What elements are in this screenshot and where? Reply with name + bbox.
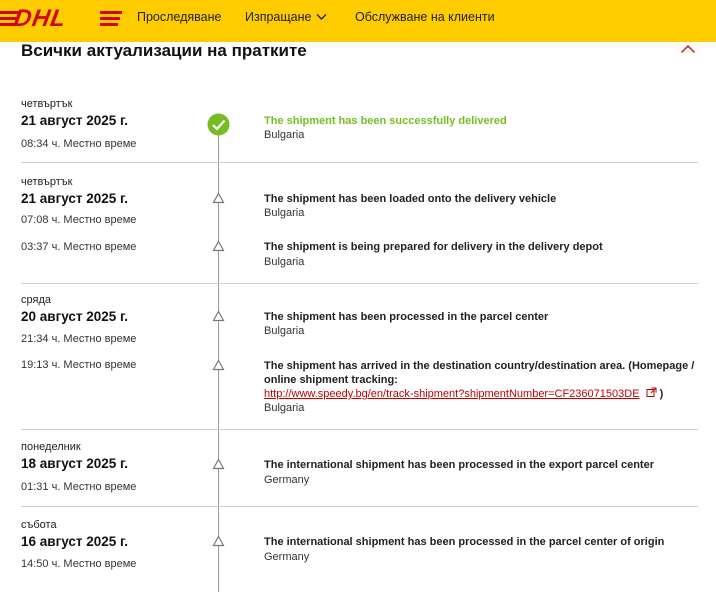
event-title: The shipment has been processed in the parcel center: [264, 311, 549, 323]
chevron-up-icon[interactable]: [680, 44, 696, 54]
nav-tracking[interactable]: Проследяване: [137, 10, 222, 24]
event-day: събота: [21, 519, 57, 531]
event-time: 21:34 ч. Местно време: [21, 333, 137, 345]
event-title: The international shipment has been processed in the export parcel center: [264, 459, 654, 471]
event-time: 19:13 ч. Местно време: [21, 359, 137, 371]
tracking-link[interactable]: http://www.speedy.bg/en/track-shipment?shipmentNumber=CF236071503DE: [264, 388, 640, 400]
event-date: 18 август 2025 г.: [21, 456, 129, 471]
event-title-line: online shipment tracking:: [264, 374, 398, 386]
event-location: Bulgaria: [264, 402, 305, 414]
event-time: 07:08 ч. Местно време: [21, 214, 137, 226]
event-date: 16 август 2025 г.: [21, 534, 129, 549]
event-location: Bulgaria: [264, 129, 305, 141]
triangle-marker-icon: [212, 310, 225, 322]
divider: [21, 283, 698, 284]
event-date: 21 август 2025 г.: [21, 113, 129, 128]
nav-shipping-label: Изпращане: [245, 10, 312, 24]
event-title: The shipment has been successfully delivered: [264, 115, 507, 127]
event-location: Germany: [264, 474, 310, 486]
nav-shipping[interactable]: [245, 10, 327, 24]
event-day: четвъртък: [21, 176, 73, 188]
event-location: Bulgaria: [264, 256, 305, 268]
divider: [21, 162, 698, 163]
triangle-marker-icon: [212, 458, 225, 470]
triangle-marker-icon: [212, 240, 225, 252]
event-date: 21 август 2025 г.: [21, 191, 129, 206]
triangle-marker-icon: [212, 192, 225, 204]
section-title: Всички актуализации на пратките: [21, 41, 307, 60]
link-suffix: ): [659, 388, 664, 400]
logo-text: DHL: [11, 5, 69, 32]
event-location: Germany: [264, 551, 310, 563]
event-title: The shipment is being prepared for delivery in the delivery depot: [264, 241, 603, 253]
event-title-line: The shipment has arrived in the destination country/destination area. (Homepage /: [264, 360, 695, 372]
chevron-down-icon: [316, 13, 327, 21]
event-day: четвъртък: [21, 98, 73, 110]
event-link-row: [264, 387, 704, 401]
event-title: The international shipment has been processed in the parcel center of origin: [264, 536, 665, 548]
event-location: Bulgaria: [264, 207, 305, 219]
event-day: сряда: [21, 294, 51, 306]
triangle-marker-icon: [212, 535, 225, 547]
event-time: 01:31 ч. Местно време: [21, 481, 137, 493]
check-circle-icon: [207, 113, 230, 136]
event-location: Bulgaria: [264, 325, 305, 337]
external-link-icon[interactable]: [646, 387, 657, 398]
triangle-marker-icon: [212, 359, 225, 371]
event-title-block: [264, 359, 704, 415]
event-day: понеделник: [21, 441, 81, 453]
divider: [21, 429, 698, 430]
divider: [21, 506, 698, 507]
header-bar: [0, 0, 716, 42]
event-time: 03:37 ч. Местно време: [21, 241, 137, 253]
event-time: 08:34 ч. Местно време: [21, 138, 137, 150]
event-time: 14:50 ч. Местно време: [21, 558, 137, 570]
nav-customer-service[interactable]: Обслужване на клиенти: [355, 10, 495, 24]
event-title: The shipment has been loaded onto the delivery vehicle: [264, 193, 557, 205]
event-date: 20 август 2025 г.: [21, 309, 129, 324]
dhl-logo[interactable]: [0, 5, 122, 32]
